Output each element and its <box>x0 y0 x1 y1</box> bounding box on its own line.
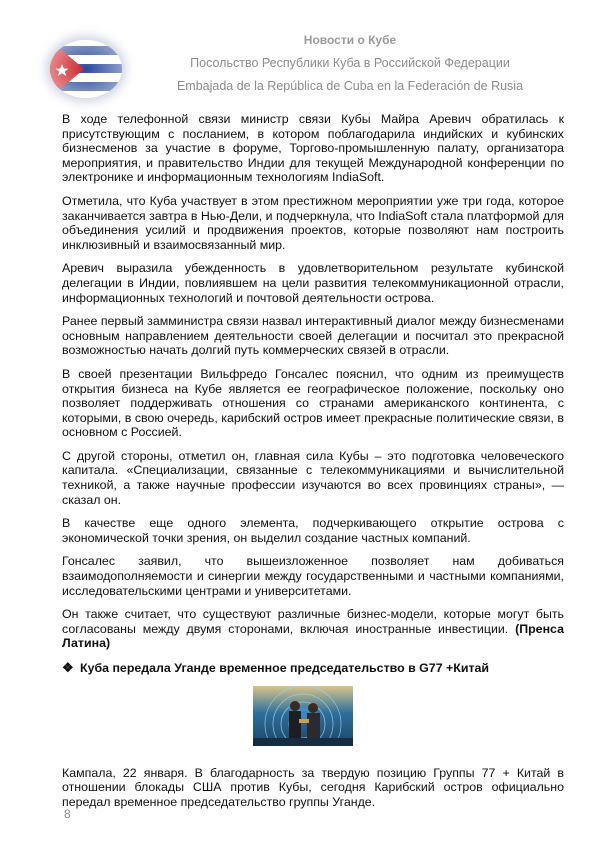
paragraph: В качестве еще одного элемента, подчеркивающего открытие острова с экономической точки зрения, он выделил создание частных компаний. <box>62 516 564 545</box>
header-title: Новости о Кубе <box>303 33 397 47</box>
header-embassy-es: Embajada de la República de Cuba en la Federación de Rusia <box>176 79 524 93</box>
source-credit: (Пренса Латина) <box>62 621 564 651</box>
paragraph: С другой стороны, отметил он, главная сила Кубы – это подготовка человеческого капитала. «Специализации, связанные с телекоммуникациями и вычислительной техникой, а также научные профессии изучаются во всех провинциях страны», — сказал он. <box>62 448 564 507</box>
cuban-flag-emblem <box>50 40 122 98</box>
paragraph: Кампала, 22 января. В благодарность за твердую позицию Группы 77 + Китай в отношении блокады США против Кубы, сегодня Карибский остров официально передал временное председательство группы Уганде. <box>62 765 564 809</box>
article-body <box>62 112 564 818</box>
header-embassy-ru: Посольство Республики Куба в Российской Федерации <box>190 56 510 70</box>
paragraph: Аревич выразила убежденность в удовлетворительном результате кубинской делегации в Индии, повлиявшем на цели развития телекоммуникационной отрасли, информационных технологий и почтовой деятельности острова. <box>62 261 564 305</box>
article-headline <box>62 661 564 676</box>
bullet-diamond-icon: ❖ <box>62 660 74 675</box>
paragraph: В своей презентации Вильфредо Гонсалес пояснил, что одним из преимуществ открытия бизнеса на Кубе является ее географическое положение, поскольку оно позволяет поддерживать отношения со странами американского континента, с которыми, в свою очередь, карибский остров имеет прекрасные политические связи, в основном с Россией. <box>62 366 564 440</box>
paragraph-with-source <box>62 607 564 651</box>
paragraph-text: Он также считает, что существуют различные бизнес-модели, которые могут быть согласованы между двумя сторонами, включая иностранные инвестиции. <box>62 607 564 636</box>
headline-text: Куба передала Уганде временное председательство в G77 +Китай <box>80 661 490 675</box>
paragraph: Гонсалес заявил, что вышеизложенное позволяет нам добиваться взаимодополняемости и синергии между государственными и частными компаниями, исследовательскими центрами и университетами. <box>62 554 564 598</box>
article-photo <box>253 686 353 746</box>
paragraph: Отметила, что Куба участвует в этом престижном мероприятии уже три года, которое заканчивается завтра в Нью-Дели, и подчеркнула, что IndiaSoft стала платформой для объединения усилий и продвижения проектов, которые позволяют нам построить инклюзивный и взаимосвязанный мир. <box>62 193 564 252</box>
paragraph: В ходе телефонной связи министр связи Кубы Майра Аревич обратилась к присутствующим с посланием, в котором поблагодарила индийских и кубинских бизнесменов за участие в форуме, Торгово-промышленную палату, организатора мероприятия, и правительство Индии для текущей Международной конференции по электронике и информационным технологиям IndiaSoft. <box>62 112 564 185</box>
page-number: 8 <box>64 807 71 821</box>
paragraph: Ранее первый замминистра связи назвал интерактивный диалог между бизнесменами основным направлением деятельности своей делегации и посчитал это прекрасной возможностью начать долгий путь коммерческих связей в отрасли. <box>62 314 564 358</box>
